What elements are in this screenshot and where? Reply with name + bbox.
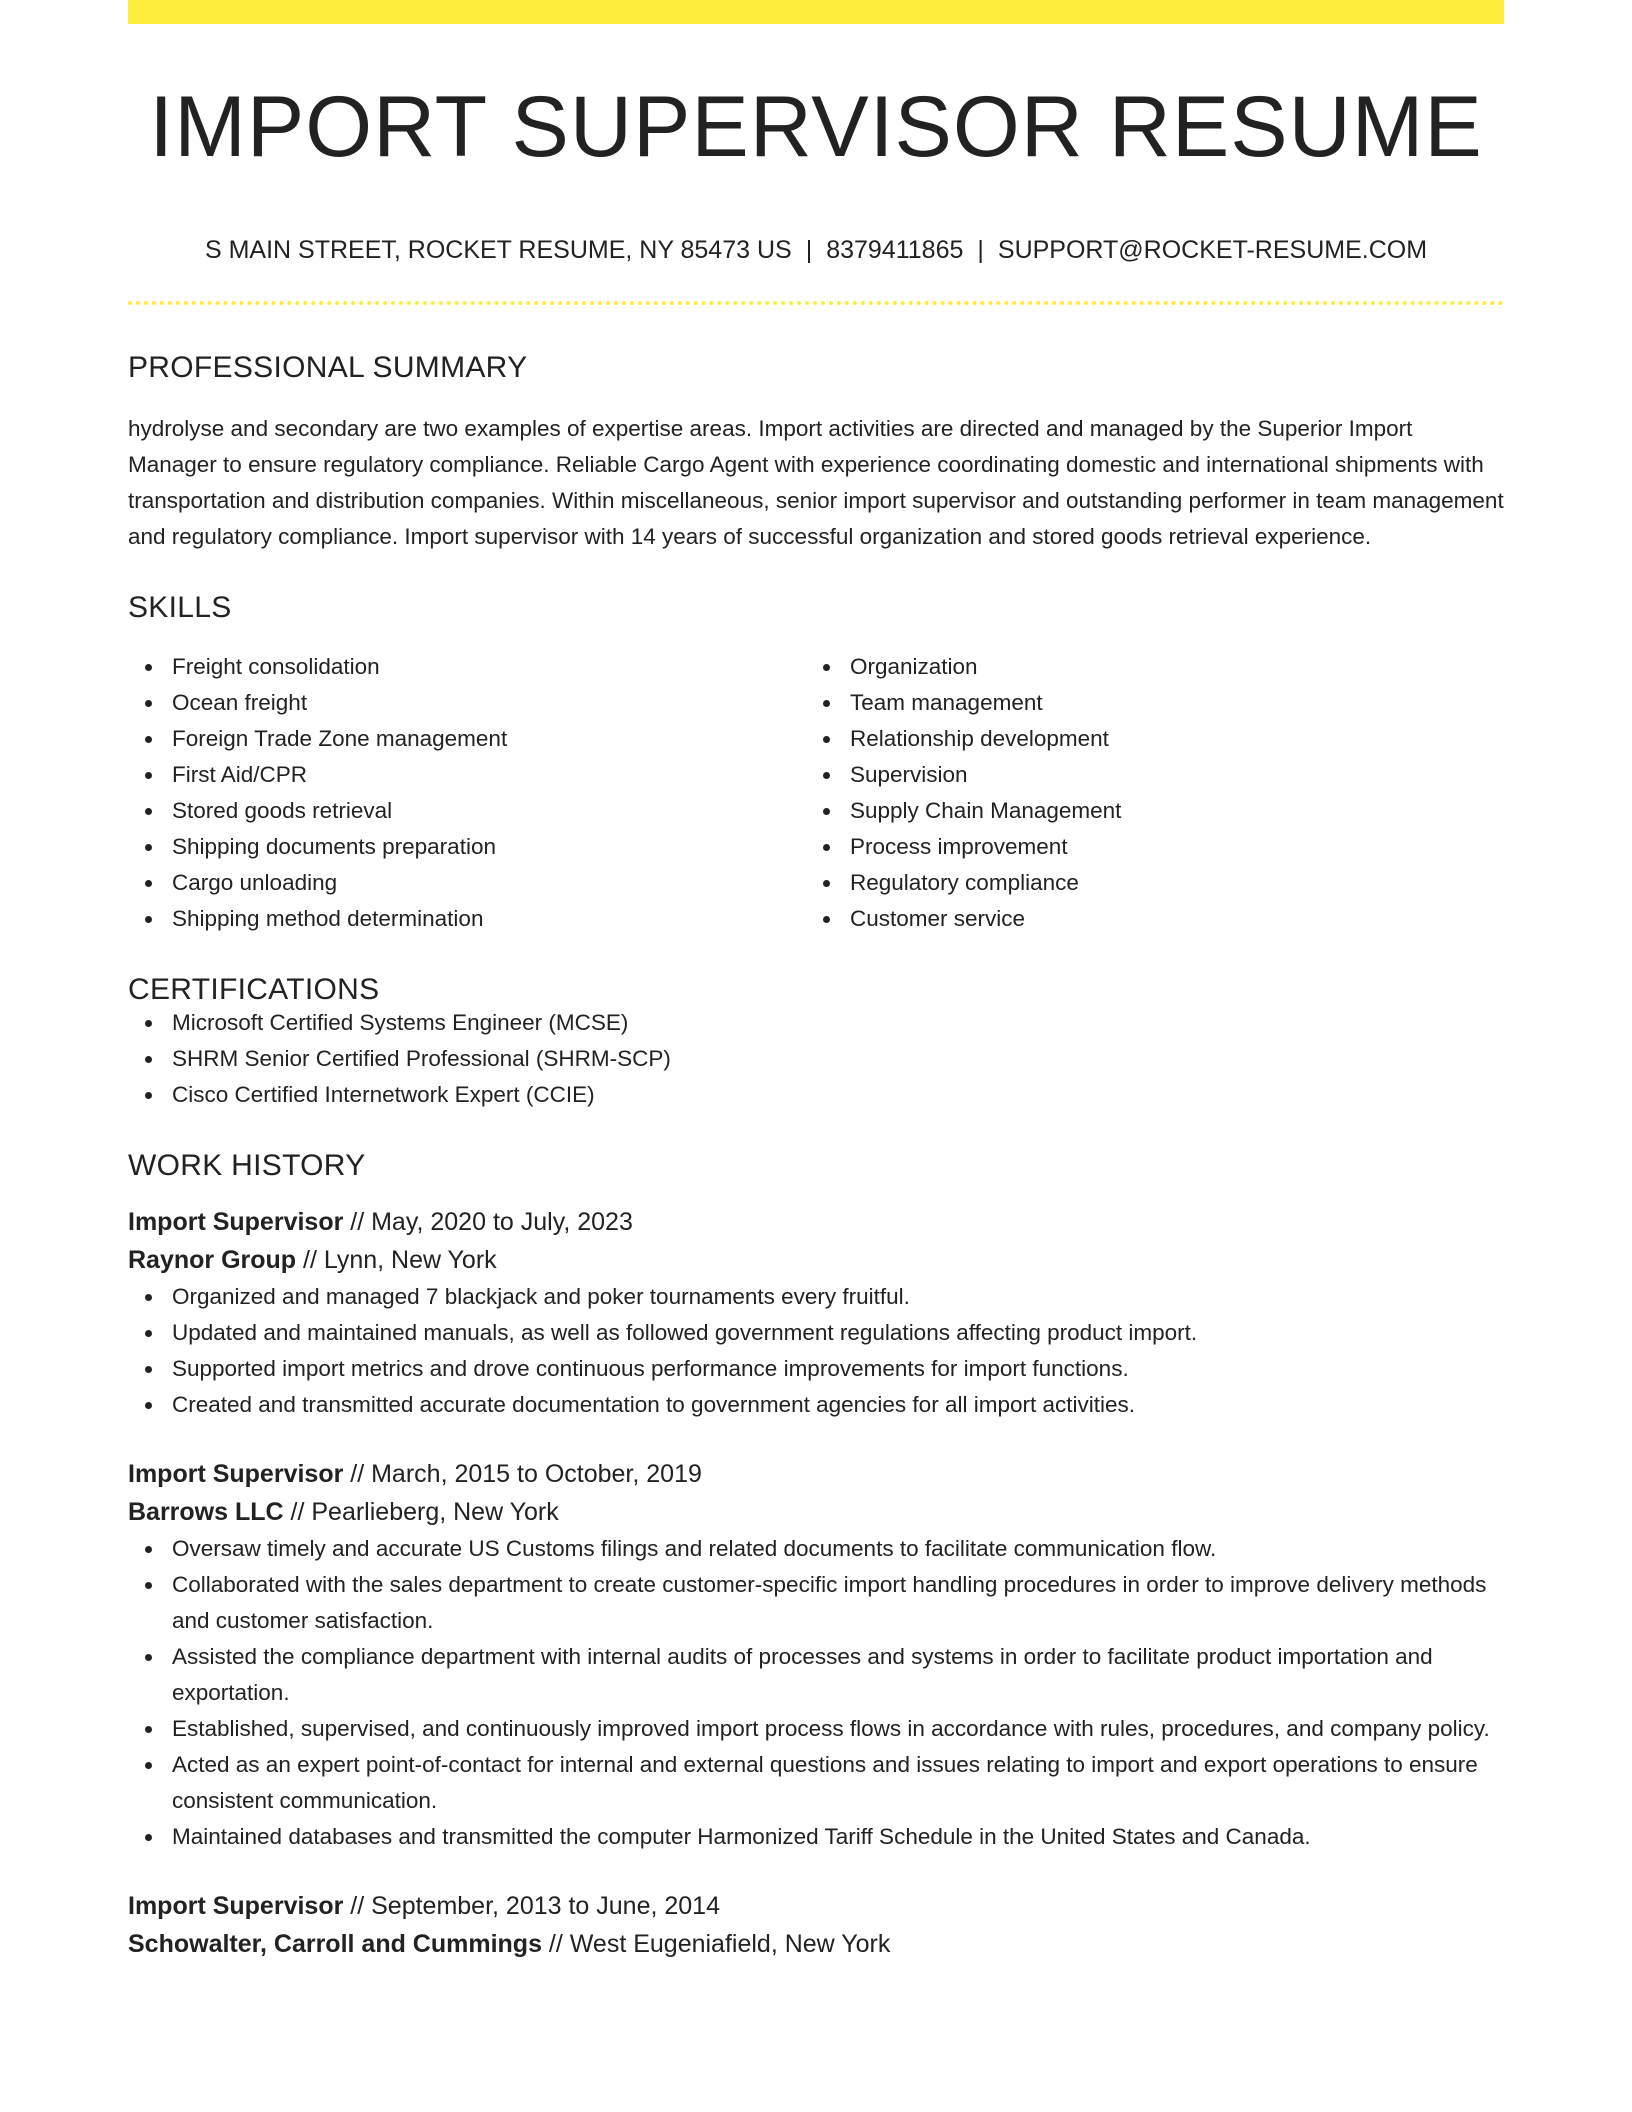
contact-line xyxy=(128,238,1504,263)
job-role-line xyxy=(128,1203,1504,1241)
job-dates: // September, 2013 to June, 2014 xyxy=(343,1892,720,1920)
job-role: Import Supervisor xyxy=(128,1208,344,1236)
skills-heading: SKILLS xyxy=(128,591,232,624)
contact-email: SUPPORT@ROCKET-RESUME.COM xyxy=(997,236,1428,264)
skill-item: Regulatory compliance xyxy=(806,865,1484,901)
job-bullet: Updated and maintained manuals, as well as followed government regulations affecting product import. xyxy=(128,1315,1504,1351)
certification-item: Microsoft Certified Systems Engineer (MCSE) xyxy=(128,1005,1504,1041)
contact-phone: 8379411865 xyxy=(826,236,964,264)
skill-item: Cargo unloading xyxy=(128,865,806,901)
job-entry xyxy=(128,1203,1504,1423)
job-dates: // March, 2015 to October, 2019 xyxy=(343,1460,702,1488)
resume-title: IMPORT SUPERVISOR RESUME xyxy=(149,79,1483,175)
skills-columns xyxy=(128,649,1504,937)
job-bullets xyxy=(128,1279,1504,1423)
job-bullets xyxy=(128,1531,1504,1855)
certifications-heading: CERTIFICATIONS xyxy=(128,973,380,1006)
job-role: Import Supervisor xyxy=(128,1892,344,1920)
job-role: Import Supervisor xyxy=(128,1460,344,1488)
skill-item: Relationship development xyxy=(806,721,1484,757)
accent-top-bar xyxy=(128,0,1504,24)
job-bullet: Created and transmitted accurate documentation to government agencies for all import activities. xyxy=(128,1387,1504,1423)
job-company-line xyxy=(128,1241,1504,1279)
job-bullet: Assisted the compliance department with internal audits of processes and systems in order to facilitate product importation and exportation. xyxy=(128,1639,1504,1711)
skill-item: Process improvement xyxy=(806,829,1484,865)
contact-separator: | xyxy=(805,236,813,264)
job-role-line xyxy=(128,1455,1504,1493)
skill-item: Supervision xyxy=(806,757,1484,793)
skill-item: Organization xyxy=(806,649,1484,685)
skill-item: Stored goods retrieval xyxy=(128,793,806,829)
skill-item: Shipping method determination xyxy=(128,901,806,937)
dotted-divider xyxy=(128,301,1504,305)
certification-item: SHRM Senior Certified Professional (SHRM-SCP) xyxy=(128,1041,1504,1077)
contact-separator: | xyxy=(977,236,984,264)
job-bullet: Oversaw timely and accurate US Customs filings and related documents to facilitate communication flow. xyxy=(128,1531,1504,1567)
skill-item: Ocean freight xyxy=(128,685,806,721)
job-company: Barrows LLC xyxy=(128,1498,284,1526)
job-bullet: Maintained databases and transmitted the computer Harmonized Tariff Schedule in the United States and Canada. xyxy=(128,1819,1504,1855)
skill-item: First Aid/CPR xyxy=(128,757,806,793)
job-company-line xyxy=(128,1925,1504,1963)
job-entry xyxy=(128,1887,1504,1963)
skill-item: Shipping documents preparation xyxy=(128,829,806,865)
job-bullet: Established, supervised, and continuously improved import process flows in accordance with rules, procedures, and company policy. xyxy=(128,1711,1504,1747)
contact-address: S MAIN STREET, ROCKET RESUME, NY 85473 US xyxy=(204,236,792,264)
job-location: // West Eugeniafield, New York xyxy=(541,1930,891,1958)
job-bullet: Acted as an expert point-of-contact for internal and external questions and issues relating to import and export operations to ensure consistent communication. xyxy=(128,1747,1504,1819)
job-location: // Lynn, New York xyxy=(296,1246,497,1274)
skill-item: Freight consolidation xyxy=(128,649,806,685)
job-role-line xyxy=(128,1887,1504,1925)
skills-list-right xyxy=(806,649,1484,937)
certifications-list xyxy=(128,1005,1504,1113)
skills-column-left xyxy=(128,649,806,937)
skill-item: Customer service xyxy=(806,901,1484,937)
job-entry xyxy=(128,1455,1504,1855)
job-bullet: Supported import metrics and drove continuous performance improvements for import functions. xyxy=(128,1351,1504,1387)
job-company: Schowalter, Carroll and Cummings xyxy=(128,1930,542,1958)
skill-item: Foreign Trade Zone management xyxy=(128,721,806,757)
skills-column-right xyxy=(806,649,1484,937)
job-dates: // May, 2020 to July, 2023 xyxy=(343,1208,633,1236)
job-company-line xyxy=(128,1493,1504,1531)
resume-page xyxy=(128,0,1504,1963)
skills-list-left xyxy=(128,649,806,937)
skill-item: Team management xyxy=(806,685,1484,721)
job-location: // Pearlieberg, New York xyxy=(283,1498,559,1526)
job-company: Raynor Group xyxy=(128,1246,297,1274)
skill-item: Supply Chain Management xyxy=(806,793,1484,829)
summary-text: hydrolyse and secondary are two examples of expertise areas. Import activities are directed and managed by the Superior Import Manager to ensure regulatory compliance. Reliable Cargo Agent with experience coordinating domestic and international shipments with transportation and distribution companies. Within miscellaneous, senior import supervisor and outstanding performer in team management and regulatory compliance. Import supervisor with 14 years of successful organization and stored goods retrieval experience. xyxy=(128,416,1504,549)
job-bullet: Collaborated with the sales department to create customer-specific import handling procedures in order to improve delivery methods and customer satisfaction. xyxy=(128,1567,1504,1639)
job-bullet: Organized and managed 7 blackjack and poker tournaments every fruitful. xyxy=(128,1279,1504,1315)
work-history-heading: WORK HISTORY xyxy=(128,1149,366,1182)
summary-heading: PROFESSIONAL SUMMARY xyxy=(128,351,528,384)
certification-item: Cisco Certified Internetwork Expert (CCIE) xyxy=(128,1077,1504,1113)
